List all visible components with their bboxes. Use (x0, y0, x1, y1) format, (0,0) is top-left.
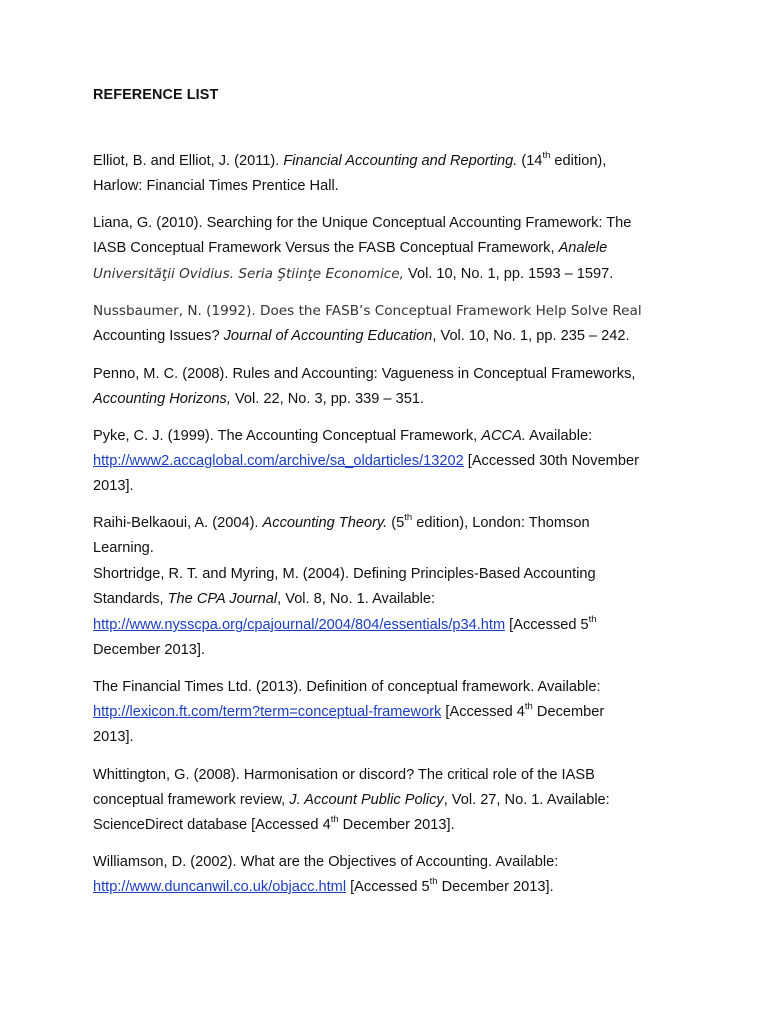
reference-text: Standards, (93, 591, 168, 607)
reference-line (93, 790, 610, 810)
reference-text: Whittington, G. (2008). Harmonisation or discord? The critical role of the IASB (93, 767, 595, 783)
reference-text: Elliot, B. and Elliot, J. (2011). (93, 153, 284, 169)
ordinal-superscript: th (330, 814, 339, 826)
reference-line (93, 640, 205, 660)
reference-line (93, 151, 606, 171)
reference-text: edition), London: Thomson (412, 515, 590, 531)
reference-text: [Accessed 5 (505, 617, 589, 633)
reference-text: [Accessed 30th November (463, 453, 639, 469)
reference-text: (5 (387, 515, 405, 531)
reference-link[interactable]: http://www.nysscpa.org/cpajournal/2004/804/essentials/p34.htm (93, 617, 506, 633)
reference-text: (14 (517, 153, 543, 169)
reference-line (93, 677, 601, 697)
reference-line (93, 426, 592, 446)
reference-line (93, 389, 424, 409)
reference-text: 2013]. (93, 729, 134, 745)
reference-line (93, 765, 595, 785)
reference-text: edition), (550, 153, 607, 169)
reference-text: The Financial Times Ltd. (2013). Definition of conceptual framework. Available: (93, 679, 601, 695)
reference-text: , Vol. 10, No. 1, pp. 235 – 242. (432, 328, 630, 344)
ordinal-superscript: th (588, 614, 597, 626)
reference-title-italic: Accounting Theory. (262, 515, 388, 531)
reference-title-italic: Universităţii Ovidius. Seria Ştiinţe Economice, (93, 266, 404, 282)
reference-line (93, 702, 604, 722)
reference-title-italic: The CPA Journal (167, 591, 278, 607)
reference-line (93, 727, 134, 747)
reference-link[interactable]: http://www2.accaglobal.com/archive/sa_oldarticles/13202 (93, 453, 464, 469)
reference-text: , Vol. 27, No. 1. Available: (443, 792, 610, 808)
reference-text: 2013]. (93, 478, 134, 494)
reference-line (93, 513, 590, 533)
reference-text: December 2013]. (437, 879, 554, 895)
reference-line (93, 213, 631, 233)
reference-text: Vol. 22, No. 3, pp. 339 – 351. (230, 391, 425, 407)
reference-line (93, 301, 642, 321)
reference-list-heading: REFERENCE LIST (93, 87, 219, 103)
reference-line (93, 238, 607, 258)
reference-text: Liana, G. (2010). Searching for the Unique Conceptual Accounting Framework: The (93, 215, 632, 231)
reference-text: December 2013]. (338, 817, 455, 833)
reference-text: , Vol. 8, No. 1. Available: (277, 591, 436, 607)
reference-text: IASB Conceptual Framework Versus the FASB Conceptual Framework, (93, 240, 559, 256)
ordinal-superscript: th (404, 512, 413, 524)
reference-text: ScienceDirect database [Accessed 4 (93, 817, 331, 833)
reference-line (93, 538, 154, 558)
reference-line (93, 589, 435, 609)
reference-line (93, 451, 639, 471)
reference-text: Harlow: Financial Times Prentice Hall. (93, 178, 339, 194)
reference-link[interactable]: http://lexicon.ft.com/term?term=conceptual-framework (93, 704, 442, 720)
reference-text: Raihi-Belkaoui, A. (2004). (93, 515, 263, 531)
reference-line (93, 852, 558, 872)
reference-line (93, 364, 635, 384)
reference-title-italic: J. Account Public Policy (289, 792, 444, 808)
reference-line (93, 476, 134, 496)
reference-line (93, 615, 597, 635)
reference-text: December 2013]. (93, 642, 205, 658)
reference-text: Nussbaumer, N. (1992). Does the FASB’s Conceptual Framework Help Solve Real (93, 303, 642, 319)
reference-text: Penno, M. C. (2008). Rules and Accounting: Vagueness in Conceptual Frameworks, (93, 366, 636, 382)
reference-text: Accounting Issues? (93, 328, 224, 344)
reference-text: conceptual framework review, (93, 792, 290, 808)
reference-text: Pyke, C. J. (1999). The Accounting Conceptual Framework, (93, 428, 482, 444)
ordinal-superscript: th (429, 876, 438, 888)
reference-line (93, 815, 455, 835)
reference-title-italic: ACCA. (481, 428, 526, 444)
reference-line (93, 564, 596, 584)
reference-text: [Accessed 5 (346, 879, 430, 895)
reference-text: [Accessed 4 (441, 704, 525, 720)
reference-text: Shortridge, R. T. and Myring, M. (2004). Defining Principles-Based Accounting (93, 566, 596, 582)
reference-link[interactable]: http://www.duncanwil.co.uk/objacc.html (93, 879, 347, 895)
reference-text: Vol. 10, No. 1, pp. 1593 – 1597. (403, 266, 614, 282)
reference-title-italic: Analele (558, 240, 608, 256)
reference-title-italic: Accounting Horizons, (93, 391, 231, 407)
reference-line (93, 176, 339, 196)
reference-line (93, 264, 613, 284)
ordinal-superscript: th (542, 150, 551, 162)
reference-title-italic: Journal of Accounting Education (223, 328, 433, 344)
reference-text: Available: (525, 428, 593, 444)
reference-line (93, 326, 630, 346)
ordinal-superscript: th (524, 701, 533, 713)
reference-text: Williamson, D. (2002). What are the Objectives of Accounting. Available: (93, 854, 559, 870)
reference-line (93, 877, 554, 897)
reference-title-italic: Financial Accounting and Reporting. (283, 153, 518, 169)
reference-text: December (532, 704, 605, 720)
reference-text: Learning. (93, 540, 154, 556)
